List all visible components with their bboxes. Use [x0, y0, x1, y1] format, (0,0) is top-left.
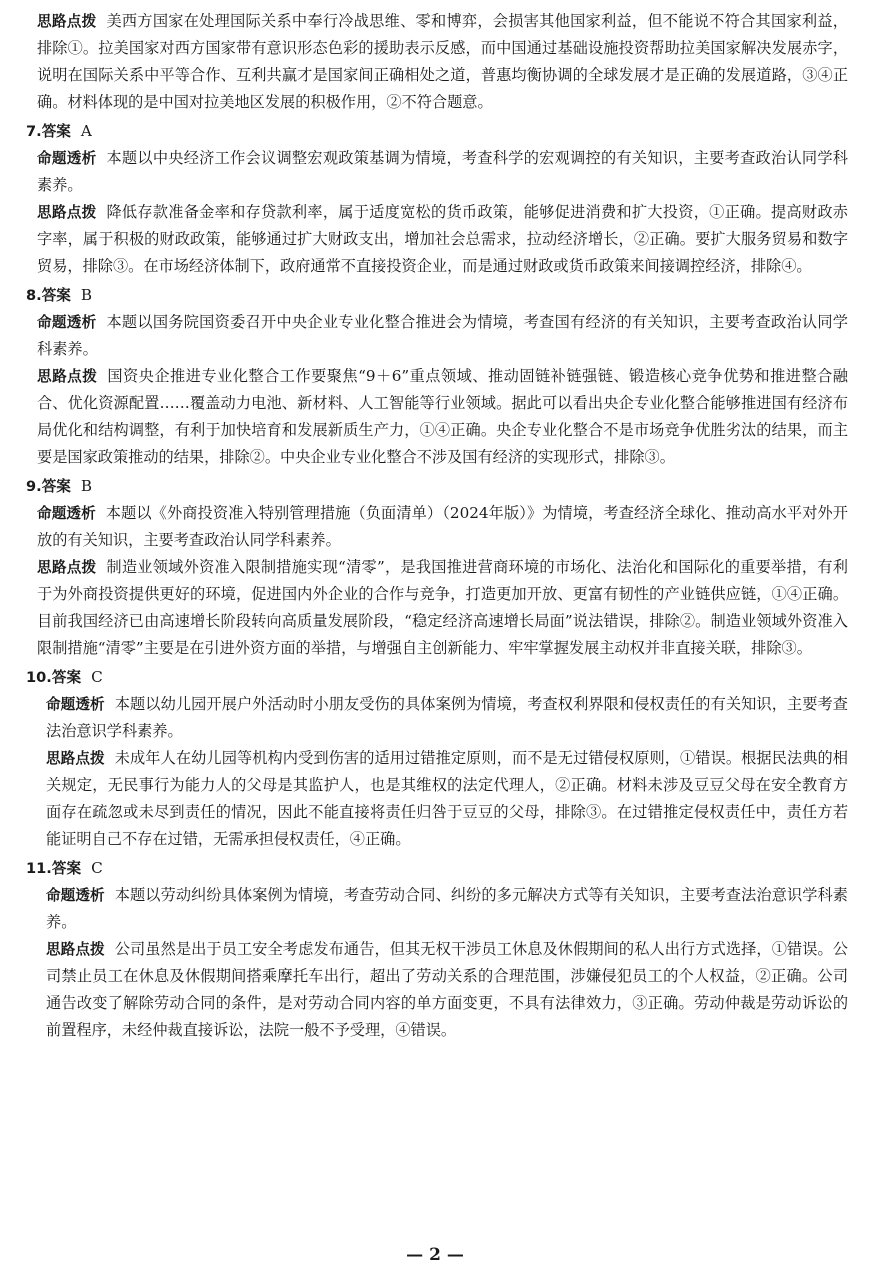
- analysis-text: 本题以劳动纠纷具体案例为情境，考查劳动合同、纠纷的多元解决方式等有关知识，主要考查法治意识学科素养。: [46, 886, 848, 931]
- answer-block-9: [26, 473, 848, 662]
- answer-value: B: [80, 477, 93, 495]
- answer-value: C: [91, 668, 103, 686]
- answer-block-8: [26, 282, 848, 471]
- hint-paragraph: [26, 554, 848, 662]
- hint-text: 美西方国家在处理国际关系中奉行冷战思维、零和博弈，会损害其他国家利益，但不能说不符合其国家利益，排除①。拉美国家对西方国家带有意识形态色彩的援助表示反感，而中国通过基础设施投资帮助拉美国家解决发展赤字，说明在国际关系中平等合作、互利共赢才是国家间正确相处之道，普惠均衡协调的全球发展才是正确的发展道路，③④正确。材料体现的是中国对拉美地区发展的积极作用，②不符合题意。: [37, 12, 848, 111]
- hint-label: 思路点拨: [37, 204, 97, 221]
- answer-line: [26, 855, 848, 882]
- analysis-paragraph: [26, 145, 848, 199]
- answer-value: B: [80, 286, 93, 304]
- hint-text: 降低存款准备金率和存贷款利率，属于适度宽松的货币政策，能够促进消费和扩大投资，①正确。提高财政赤字率，属于积极的财政政策，能够通过扩大财政支出，增加社会总需求，拉动经济增长，②正确。要扩大服务贸易和数字贸易，排除③。在市场经济体制下，政府通常不直接投资企业，而是通过财政或货币政策来间接调控经济，排除④。: [37, 203, 848, 275]
- answer-line: [26, 473, 848, 500]
- analysis-text: 本题以《外商投资准入特别管理措施（负面清单）（2024年版）》为情境，考查经济全球化、推动高水平对外开放的有关知识，主要考查政治认同学科素养。: [37, 504, 848, 549]
- hint-paragraph: [26, 745, 848, 853]
- answer-label: 答案: [51, 669, 82, 686]
- hint-text: 国资央企推进专业化整合工作要聚焦“9＋6”重点领域、推动固链补链强链、锻造核心竞争优势和推进整合融合、优化资源配置……覆盖动力电池、新材料、人工智能等行业领域。据此可以看出央企专业化整合能够推进国有经济布局优化和结构调整，有利于加快培育和发展新质生产力，①④正确。央企专业化整合不是市场竞争优胜劣汰的结果，而主要是国家政策推动的结果，排除②。中央企业专业化整合不涉及国有经济的实现形式，排除③。: [37, 367, 848, 466]
- analysis-paragraph: [26, 309, 848, 363]
- hint-text: 未成年人在幼儿园等机构内受到伤害的适用过错推定原则，而不是无过错侵权原则，①错误。根据民法典的相关规定，无民事行为能力人的父母是其监护人，也是其维权的法定代理人，②正确。材料未涉及豆豆父母在安全教育方面存在疏忽或未尽到责任的情况，因此不能直接将责任归咎于豆豆的父母，排除③。在过错推定侵权责任中，责任方若能证明自己不存在过错，无需承担侵权责任，④正确。: [46, 749, 848, 848]
- analysis-text: 本题以国务院国资委召开中央企业专业化整合推进会为情境，考查国有经济的有关知识，主要考查政治认同学科素养。: [37, 313, 848, 358]
- analysis-label: 命题透析: [46, 696, 105, 713]
- hint-paragraph: [26, 363, 848, 471]
- analysis-paragraph: [26, 882, 848, 936]
- analysis-paragraph: [26, 500, 848, 554]
- answer-line: [26, 282, 848, 309]
- answer-label: 答案: [41, 123, 71, 140]
- answer-value: A: [80, 122, 92, 140]
- analysis-label: 命题透析: [37, 314, 97, 331]
- question-number: 9.: [26, 478, 42, 495]
- hint-text: 公司虽然是出于员工安全考虑发布通告，但其无权干涉员工休息及休假期间的私人出行方式选择，①错误。公司禁止员工在休息及休假期间搭乘摩托车出行，超出了劳动关系的合理范围，涉嫌侵犯员工的个人权益，②正确。公司通告改变了解除劳动合同的条件，是对劳动合同内容的单方面变更，不具有法律效力，③正确。劳动仲裁是劳动诉讼的前置程序，未经仲裁直接诉讼，法院一般不予受理，④错误。: [46, 940, 848, 1039]
- question-number: 8.: [26, 287, 42, 304]
- answer-block-7: [26, 118, 848, 280]
- analysis-label: 命题透析: [37, 150, 97, 167]
- hint-paragraph: [26, 199, 848, 280]
- answer-value: C: [91, 859, 103, 877]
- question-number: 7.: [26, 123, 42, 140]
- answer-label: 答案: [41, 287, 71, 304]
- hint-label: 思路点拨: [37, 368, 98, 385]
- hint-paragraph: [26, 936, 848, 1044]
- hint-label: 思路点拨: [46, 750, 105, 767]
- hint-text: 制造业领域外资准入限制措施实现“清零”，是我国推进营商环境的市场化、法治化和国际化的重要举措，有利于为外商投资提供更好的环境，促进国内外企业的合作与竞争，打造更加开放、更富有韧性的产业链供应链，①④正确。目前我国经济已由高速增长阶段转向高质量发展阶段，“稳定经济高速增长局面”说法错误，排除②。制造业领域外资准入限制措施“清零”主要是在引进外资方面的举措，与增强自主创新能力、牢牢掌握发展主动权并非直接关联，排除③。: [37, 558, 848, 657]
- hint-label: 思路点拨: [37, 559, 97, 576]
- answer-line: [26, 118, 848, 145]
- analysis-label: 命题透析: [46, 887, 105, 904]
- hint-label: 思路点拨: [37, 13, 97, 30]
- hint-paragraph: [26, 8, 848, 116]
- analysis-text: 本题以中央经济工作会议调整宏观政策基调为情境，考查科学的宏观调控的有关知识，主要考查政治认同学科素养。: [37, 149, 848, 194]
- answer-block-11: [26, 855, 848, 1044]
- answer-label: 答案: [41, 478, 71, 495]
- question-number: 11.: [26, 860, 52, 877]
- page-number: — 2 —: [406, 1245, 464, 1265]
- answer-block-10: [26, 664, 848, 853]
- question-number: 10.: [26, 669, 52, 686]
- answer-label: 答案: [51, 860, 82, 877]
- answer-line: [26, 664, 848, 691]
- analysis-paragraph: [26, 691, 848, 745]
- hint-label: 思路点拨: [46, 941, 105, 958]
- analysis-text: 本题以幼儿园开展户外活动时小朋友受伤的具体案例为情境，考查权利界限和侵权责任的有关知识，主要考查法治意识学科素养。: [46, 695, 848, 740]
- analysis-label: 命题透析: [37, 505, 96, 522]
